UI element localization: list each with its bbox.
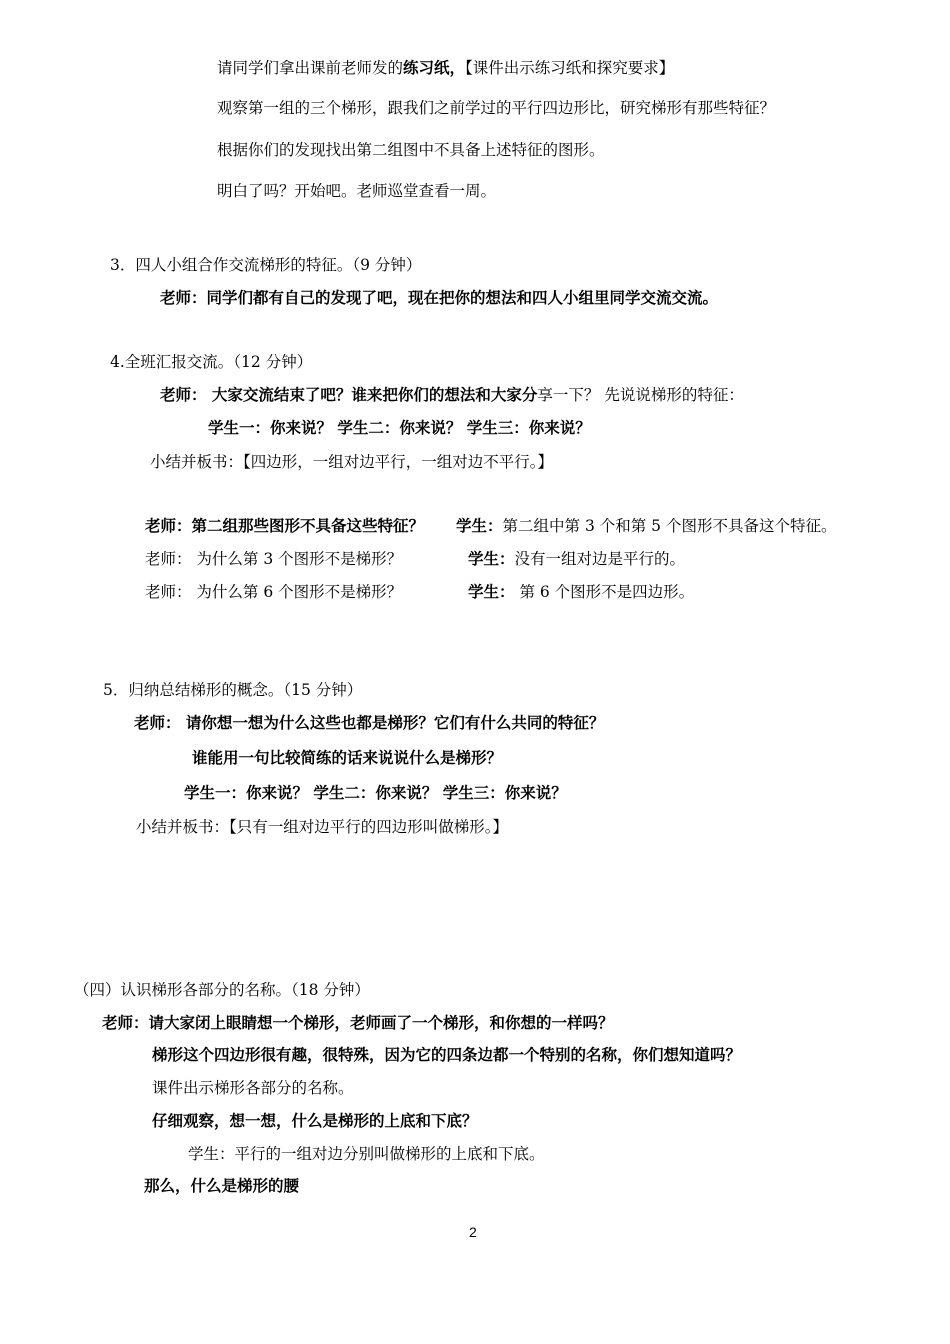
- dialogue-line: [145, 516, 836, 536]
- student-line: 学生一：你来说？ 学生二：你来说？ 学生三：你来说？: [184, 784, 567, 802]
- section-heading: （四）认识梯形各部分的名称。（18 分钟）: [74, 981, 370, 999]
- teacher-line-normal: 享一下？ 先说说梯形的特征：: [537, 386, 744, 404]
- section-heading: 3．四人小组合作交流梯形的特征。（9 分钟）: [110, 256, 422, 274]
- section-heading: 4.全班汇报交流。（12 分钟）: [110, 353, 313, 371]
- student-answer: 第二组中第 3 个和第 5 个图形不具备这个特征。: [502, 517, 837, 535]
- instruction-line: 观察第一组的三个梯形，跟我们之前学过的平行四边形比，研究梯形有那些特征？: [217, 99, 776, 117]
- page-number: 2: [469, 1224, 477, 1240]
- dialogue-line: [468, 582, 694, 602]
- dialogue-line: [145, 582, 402, 602]
- teacher-line: 谁能用一句比较简练的话来说说什么是梯形？: [192, 749, 503, 767]
- student-answer: 没有一组对边是平行的。: [514, 550, 686, 568]
- worksheet-label: 练习纸，: [403, 59, 466, 77]
- teacher-line: 老师：请大家闭上眼睛想一个梯形，老师画了一个梯形，和你想的一样吗？: [102, 1014, 614, 1032]
- student-answer: 第 6 个图形不是四边形。: [514, 583, 695, 601]
- teacher-line: 那么，什么是梯形的腰: [144, 1177, 300, 1195]
- courseware-line: 课件出示梯形各部分的名称。: [152, 1079, 354, 1097]
- teacher-question: 老师： 为什么第 6 个图形不是梯形？: [145, 583, 403, 601]
- summary-line: 小结并板书：【四边形，一组对边平行，一组对边不平行。】: [150, 453, 554, 471]
- dialogue-line: [468, 549, 685, 569]
- section-heading: 5．归纳总结梯形的概念。（15 分钟）: [103, 681, 363, 699]
- student-line: 学生：平行的一组对边分别叫做梯形的上底和下底。: [188, 1145, 545, 1163]
- teacher-question: 老师：第二组那些图形不具备这些特征？: [145, 517, 425, 535]
- student-label: 学生：: [468, 583, 515, 601]
- student-line: 学生一：你来说？ 学生二：你来说？ 学生三：你来说？: [208, 419, 591, 437]
- instruction-line: [217, 58, 674, 78]
- instruction-text: 请同学们拿出课前老师发的: [217, 59, 404, 77]
- teacher-question: 老师： 为什么第 3 个图形不是梯形？: [145, 550, 403, 568]
- instruction-line: 根据你们的发现找出第二组图中不具备上述特征的图形。: [217, 141, 605, 159]
- student-label: 学生：: [468, 550, 515, 568]
- teacher-line: 仔细观察，想一想，什么是梯形的上底和下底？: [152, 1112, 478, 1130]
- instruction-line: 明白了吗？开始吧。老师巡堂查看一周。: [217, 182, 497, 200]
- courseware-note: 【课件出示练习纸和探究要求】: [465, 59, 675, 77]
- dialogue-line: [145, 549, 402, 569]
- teacher-line: 梯形这个四边形很有趣，很特殊，因为它的四条边都一个特别的名称，你们想知道吗？: [152, 1046, 742, 1064]
- teacher-line: 老师： 请你想一想为什么这些也都是梯形？它们有什么共同的特征？: [134, 714, 605, 732]
- student-label: 学生：: [456, 517, 503, 535]
- teacher-line: [160, 385, 744, 405]
- teacher-line: 老师：同学们都有自己的发现了吧，现在把你的想法和四人小组里同学交流交流。: [160, 289, 719, 307]
- summary-line: 小结并板书：【只有一组对边平行的四边形叫做梯形。】: [136, 818, 509, 836]
- teacher-line-bold: 老师： 大家交流结束了吧？谁来把你们的想法和大家分: [160, 386, 538, 404]
